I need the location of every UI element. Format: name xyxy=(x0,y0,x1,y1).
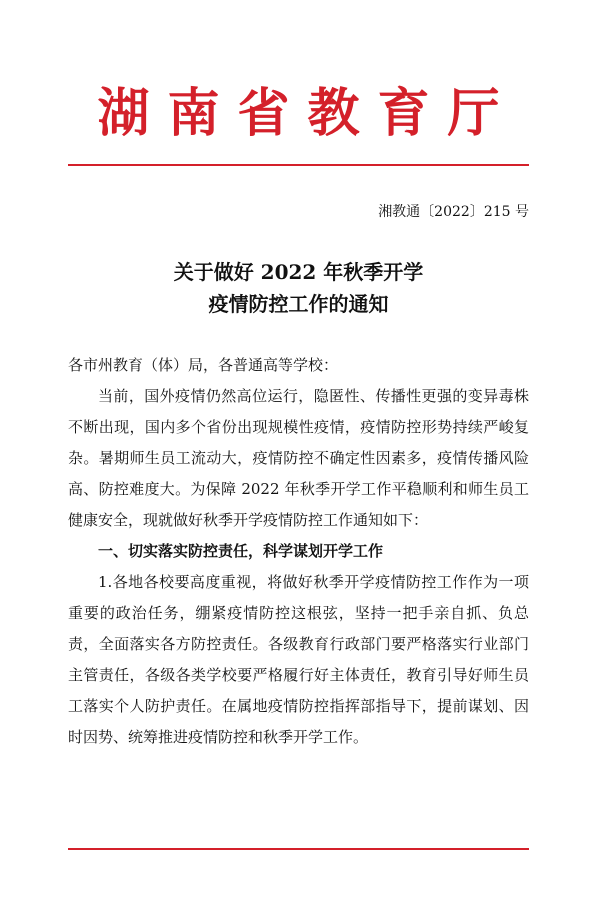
section-1-heading: 一、切实落实防控责任，科学谋划开学工作 xyxy=(98,542,384,560)
addressee-line: 各市州教育（体）局，各普通高等学校： xyxy=(68,356,339,374)
masthead-red-rule xyxy=(68,164,529,166)
document-page xyxy=(0,82,597,913)
intro-paragraph: 当前，国外疫情仍然高位运行，隐匿性、传播性更强的变异毒株不断出现，国内多个省份出现规模性疫情，疫情防控形势持续严峻复杂。暑期师生员工流动大，疫情防控不确定性因素多，疫情传播风险高、防控难度大。为保障 2022 年秋季开学工作平稳顺利和师生员工健康安全，现就做好秋季开学疫情防控工作通知如下： xyxy=(68,387,529,529)
notice-title-line-1: 关于做好 2022 年秋季开学 xyxy=(173,260,424,284)
section-1-paragraph: 1.各地各校要高度重视，将做好秋季开学疫情防控工作作为一项重要的政治任务，绷紧疫情防控这根弦，坚持一把手亲自抓、负总责，全面落实各方防控责任。各级教育行政部门要严格落实行业部门主管责任，各级各类学校要严格履行好主体责任，教育引导好师生员工落实个人防护责任。在属地疫情防控指挥部指导下，提前谋划、因时因势、统筹推进疫情防控和秋季开学工作。 xyxy=(68,573,529,746)
notice-title xyxy=(68,256,529,320)
bottom-red-rule xyxy=(68,848,529,850)
notice-title-line-2: 疫情防控工作的通知 xyxy=(208,292,389,316)
masthead-title: 湖南省教育厅 xyxy=(97,83,518,144)
document-number: 湘教通〔2022〕215 号 xyxy=(378,204,529,220)
